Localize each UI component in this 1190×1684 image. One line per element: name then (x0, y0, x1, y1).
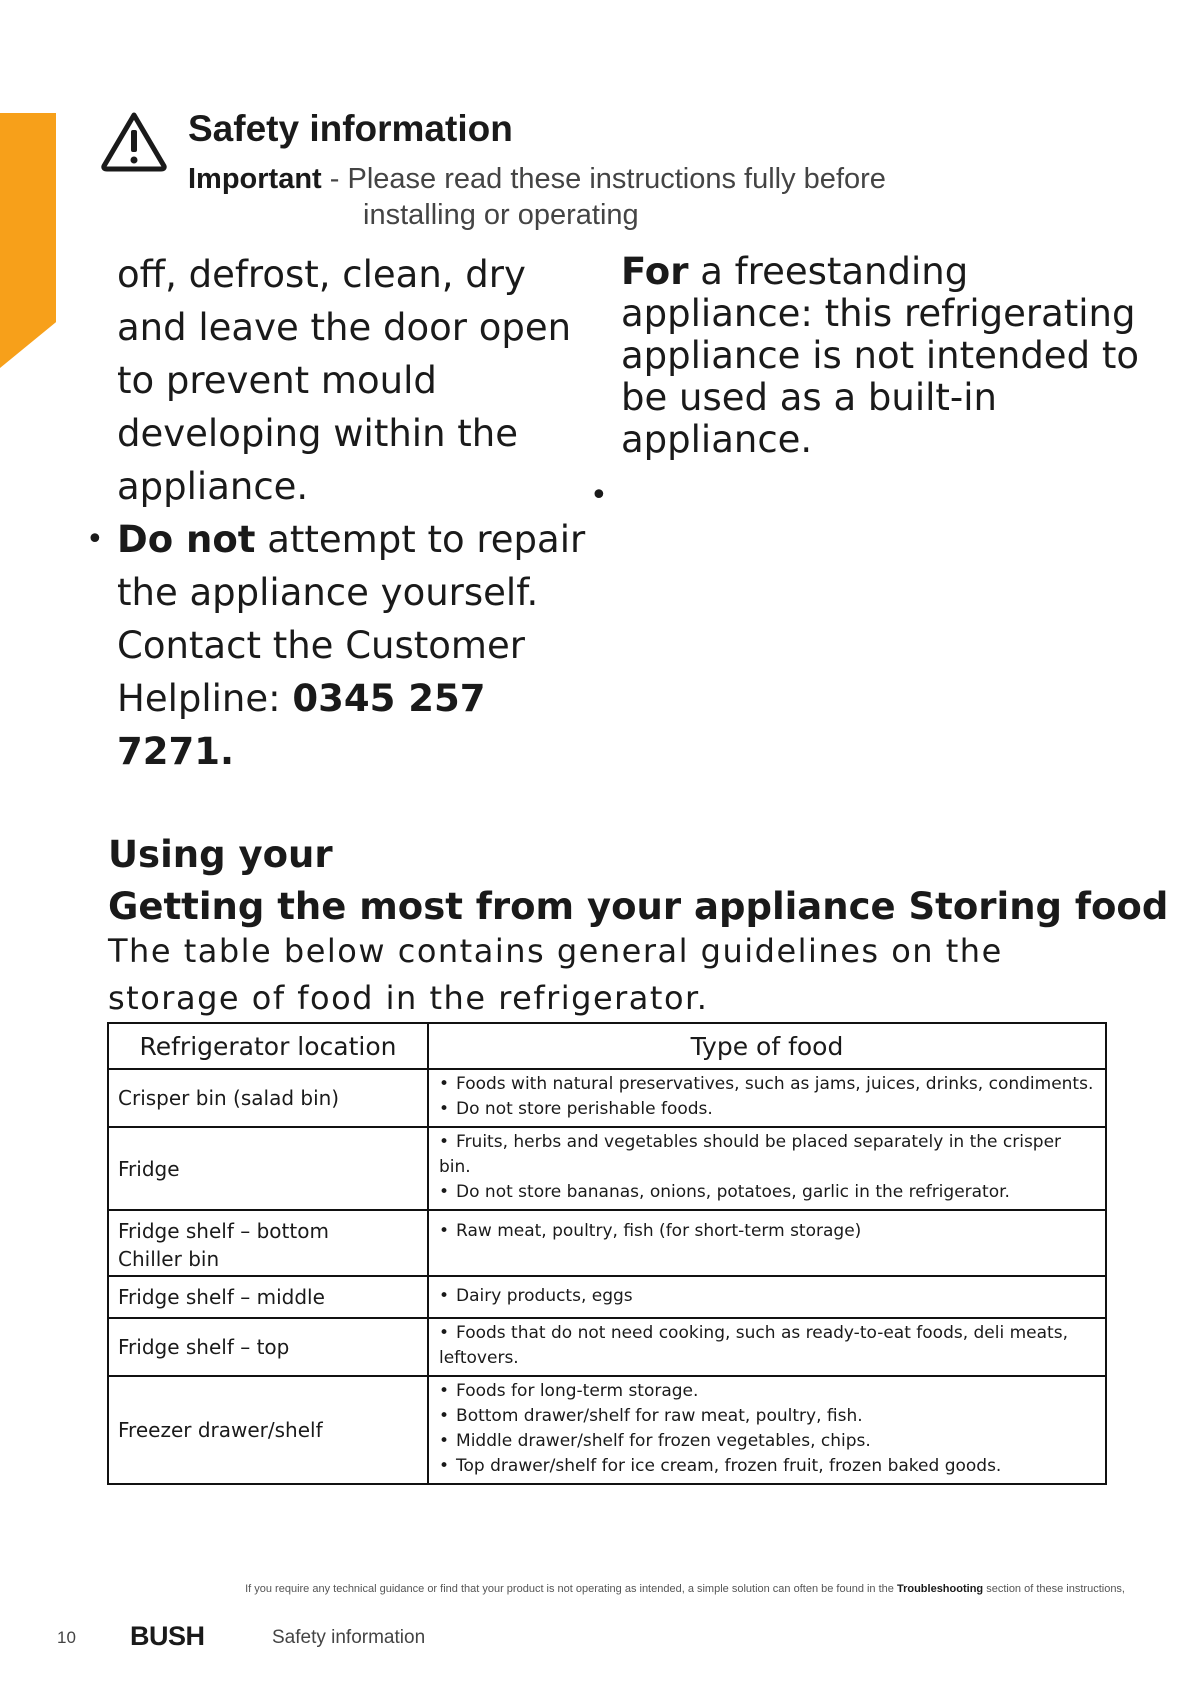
type-cell (428, 1127, 1106, 1210)
type-cell (428, 1069, 1106, 1127)
repair-line-3: Contact the Customer (117, 624, 525, 667)
table-header-row (108, 1023, 1106, 1069)
location-text: Fridge shelf – top (118, 1335, 290, 1359)
left-line-1: off, defrost, clean, dry (117, 253, 526, 296)
location-text: Fridge shelf – middle (118, 1285, 325, 1309)
left-line-5: appliance. (117, 465, 309, 508)
important-text-2: installing or operating (363, 199, 639, 231)
note-pre: If you require any technical guidance or find that your product is not operating as intended, a simple solution can often be found in the (245, 1583, 897, 1595)
left-line-3: to prevent mould (117, 359, 437, 402)
section-intro (108, 928, 1108, 1022)
right-line-4: be used as a built-in (621, 376, 997, 419)
left-column-text (86, 248, 607, 778)
right-bold: For (621, 250, 689, 293)
repair-line-1: attempt to repair (255, 518, 586, 561)
helpline-number: 0345 257 7271. (117, 677, 486, 773)
warning-triangle-icon (100, 110, 168, 172)
right-line-5: appliance. (621, 418, 813, 461)
type-item: • Dairy products, eggs (439, 1284, 1095, 1309)
type-item: • Raw meat, poultry, fish (for short-term storage) (439, 1219, 1095, 1244)
location-cell (108, 1210, 428, 1276)
bullet-dot: • (86, 522, 104, 557)
note-troubleshooting: Troubleshooting (896, 1583, 984, 1595)
location-text: Crisper bin (salad bin) (118, 1086, 340, 1110)
right-column-text (621, 251, 1141, 461)
intro-line-2: storage of food in the refrigerator. (108, 979, 709, 1017)
table-row (108, 1318, 1106, 1376)
location-text: Chiller bin (118, 1247, 220, 1271)
type-item: • Do not store bananas, onions, potatoes, garlic in the refrigerator. (439, 1180, 1095, 1205)
column-header-type: Type of food (428, 1023, 1106, 1069)
helpline-label: Helpline: (117, 677, 293, 720)
location-cell (108, 1318, 428, 1376)
orange-side-tab (0, 113, 56, 368)
table-row (108, 1376, 1106, 1484)
repair-line-2: the appliance yourself. (117, 571, 539, 614)
column-header-location: Refrigerator location (108, 1023, 428, 1069)
note-post: section of these instructions, (983, 1583, 1125, 1595)
right-line-2: appliance: this refrigerating (621, 292, 1136, 335)
repair-bullet (86, 513, 607, 566)
table-row (108, 1210, 1106, 1276)
right-line-3: appliance is not intended to (621, 334, 1139, 377)
food-storage-table (107, 1022, 1107, 1485)
repair-bold: Do not (117, 518, 256, 561)
type-item: • Middle drawer/shelf for frozen vegetables, chips. (439, 1429, 1095, 1454)
type-item: • Do not store perishable foods. (439, 1097, 1095, 1122)
left-line-2: and leave the door open (117, 306, 572, 349)
location-text: Fridge (118, 1156, 180, 1181)
stray-bullet-dot: • (590, 478, 608, 513)
type-item: • Fruits, herbs and vegetables should be placed separately in the crisper bin. (439, 1130, 1095, 1180)
important-notice (188, 161, 988, 233)
type-item: • Top drawer/shelf for ice cream, frozen fruit, frozen baked goods. (439, 1454, 1095, 1479)
type-cell (428, 1376, 1106, 1484)
section-title: Using your (108, 833, 333, 876)
brand-logo: BUSH (130, 1621, 205, 1651)
location-text: Freezer drawer/shelf (118, 1418, 323, 1442)
section-subtitle: Getting the most from your appliance Storing food (108, 885, 1169, 928)
table-row (108, 1276, 1106, 1318)
type-item: • Bottom drawer/shelf for raw meat, poultry, fish. (439, 1404, 1095, 1429)
important-separator: - (321, 163, 348, 195)
left-line-4: developing within the (117, 412, 519, 455)
type-cell (428, 1318, 1106, 1376)
footer-section-name: Safety information (272, 1627, 426, 1648)
location-cell (108, 1276, 428, 1318)
troubleshooting-note (165, 1583, 1125, 1595)
intro-line-1: The table below contains general guidelines on the (108, 932, 1003, 970)
important-text-1: Please read these instructions fully before (347, 163, 886, 195)
location-cell (108, 1376, 428, 1484)
right-line-1-text: a freestanding (688, 250, 969, 293)
helpline-line (117, 672, 607, 778)
type-cell (428, 1276, 1106, 1318)
location-cell (108, 1127, 428, 1210)
location-cell (108, 1069, 428, 1127)
location-text: Fridge shelf – bottom (118, 1219, 329, 1243)
type-item: • Foods for long-term storage. (439, 1379, 1095, 1404)
type-cell (428, 1210, 1106, 1276)
important-label: Important (188, 163, 322, 195)
right-line-1 (621, 251, 1141, 293)
page-number: 10 (57, 1628, 76, 1647)
type-item: • Foods that do not need cooking, such as ready-to-eat foods, deli meats, leftovers. (439, 1321, 1095, 1371)
table-row (108, 1127, 1106, 1210)
table-row (108, 1069, 1106, 1127)
type-item: • Foods with natural preservatives, such as jams, juices, drinks, condiments. (439, 1072, 1095, 1097)
page-title: Safety information (188, 108, 513, 149)
